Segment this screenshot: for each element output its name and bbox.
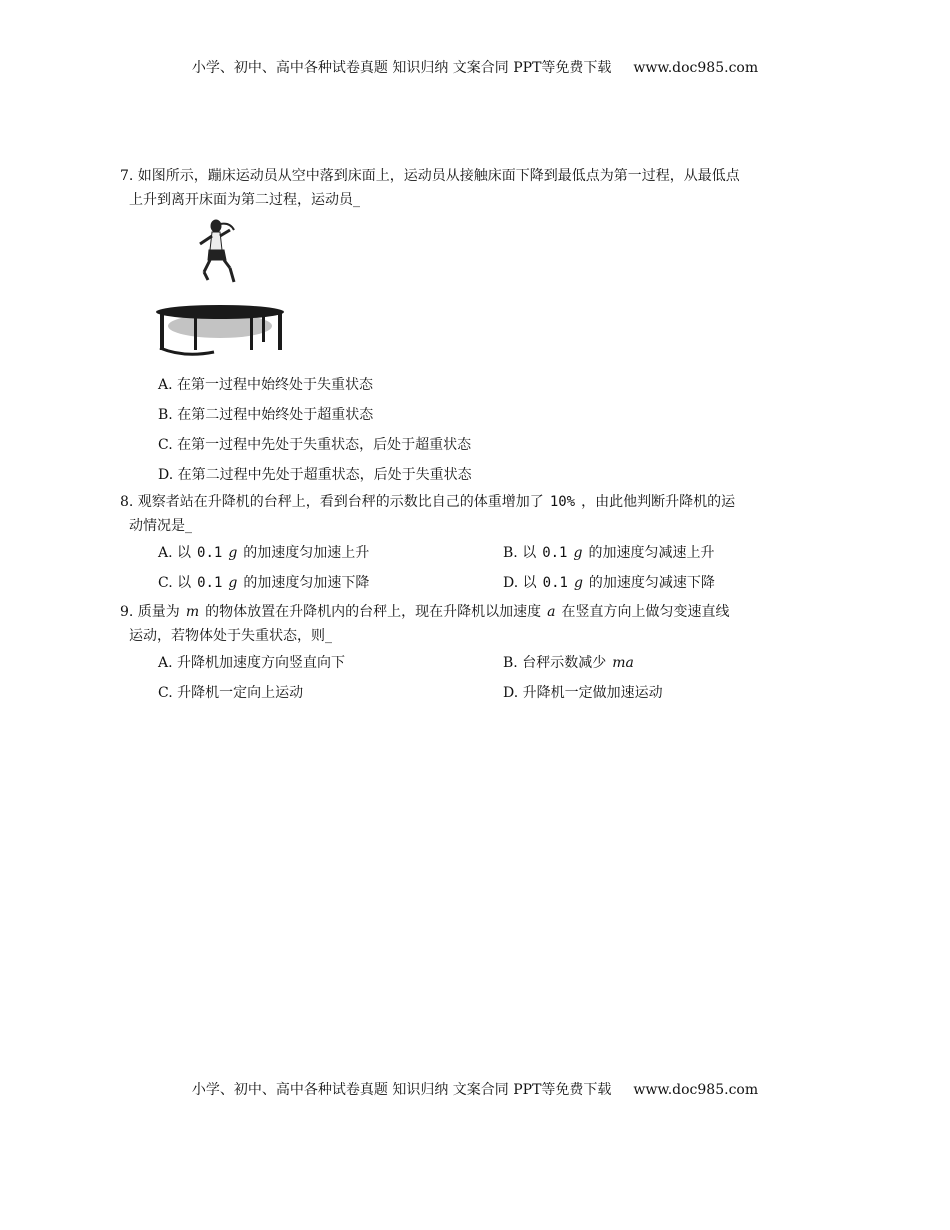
- q7-option-c[interactable]: C. 在第一过程中先处于失重状态，后处于超重状态: [158, 437, 472, 453]
- q7-line1: 7. 如图所示，蹦床运动员从空中落到床面上，运动员从接触床面下降到最低点为第一过程，从最低点: [120, 168, 740, 184]
- q8-a-val: 0.1: [197, 545, 223, 561]
- q9-line1b: 的物体放置在升降机内的台秤上，现在升降机以加速度: [205, 604, 542, 620]
- question-8: [120, 490, 845, 598]
- page-footer: [0, 1079, 950, 1099]
- q7-line2: 上升到离开床面为第二过程，运动员_: [129, 192, 360, 208]
- header-site[interactable]: www.doc985.com: [633, 60, 759, 76]
- q9-option-b[interactable]: [503, 648, 843, 678]
- q8-c-var: g: [228, 575, 238, 591]
- trampoline-figure: [154, 218, 290, 358]
- q8-line1b: ，由此他判断升降机的运: [581, 494, 736, 510]
- q8-option-c[interactable]: [120, 568, 503, 598]
- q9-line1c: 在竖直方向上做匀变速直线: [561, 604, 730, 620]
- question-content: [120, 164, 845, 708]
- q8-d-pre: D. 以: [503, 575, 537, 591]
- q8-a-post: 的加速度匀加速上升: [243, 545, 370, 561]
- q8-line2: 动情况是_: [129, 518, 192, 534]
- footer-site[interactable]: www.doc985.com: [633, 1082, 759, 1098]
- q8-d-post: 的加速度匀减速下降: [588, 575, 715, 591]
- q8-c-post: 的加速度匀加速下降: [243, 575, 370, 591]
- q8-c-val: 0.1: [197, 575, 223, 591]
- q8-a-var: g: [228, 545, 238, 561]
- q9-options-row-1: [120, 648, 845, 678]
- page-header: [0, 57, 950, 77]
- header-text: 小学、初中、高中各种试卷真题 知识归纳 文案合同 PPT等免费下载: [191, 60, 612, 76]
- trampoline-shape: [156, 305, 284, 354]
- q8-option-d[interactable]: [503, 568, 843, 598]
- q8-d-val: 0.1: [542, 575, 568, 591]
- q8-percent: 10%: [549, 494, 576, 510]
- q9-option-a[interactable]: A. 升降机加速度方向竖直向下: [158, 655, 346, 671]
- q9-line1a: 9. 质量为: [120, 604, 180, 620]
- q7-option-d[interactable]: D. 在第二过程中先处于超重状态，后处于失重状态: [158, 467, 472, 483]
- q8-d-var: g: [573, 575, 583, 591]
- q9-mass-var: m: [185, 604, 200, 620]
- jumper-figure: [200, 220, 234, 282]
- q8-option-b[interactable]: [503, 538, 843, 568]
- q9-b-pre: B. 台秤示数减少: [503, 655, 607, 671]
- q9-b-var: ma: [612, 655, 634, 671]
- footer-text: 小学、初中、高中各种试卷真题 知识归纳 文案合同 PPT等免费下载: [191, 1082, 612, 1098]
- q8-b-var: g: [573, 545, 583, 561]
- q8-b-post: 的加速度匀减速上升: [588, 545, 715, 561]
- question-9: [120, 600, 845, 708]
- q9-option-c[interactable]: C. 升降机一定向上运动: [158, 685, 304, 701]
- q8-a-pre: A. 以: [158, 545, 192, 561]
- q8-option-a[interactable]: [120, 538, 503, 568]
- q8-c-pre: C. 以: [158, 575, 192, 591]
- q8-options-row-1: [120, 538, 845, 568]
- q8-b-val: 0.1: [542, 545, 568, 561]
- q8-line1a: 8. 观察者站在升降机的台秤上，看到台秤的示数比自己的体重增加了: [120, 494, 544, 510]
- question-7: [120, 164, 845, 490]
- q9-option-d[interactable]: D. 升降机一定做加速运动: [503, 685, 663, 701]
- q8-b-pre: B. 以: [503, 545, 537, 561]
- q9-line2: 运动，若物体处于失重状态，则_: [129, 628, 332, 644]
- q8-options-row-2: [120, 568, 845, 598]
- q7-option-b[interactable]: B. 在第二过程中始终处于超重状态: [158, 407, 374, 423]
- q9-acc-var: a: [547, 604, 556, 620]
- q9-options-row-2: [120, 678, 845, 708]
- q7-option-a[interactable]: A. 在第一过程中始终处于失重状态: [158, 377, 374, 393]
